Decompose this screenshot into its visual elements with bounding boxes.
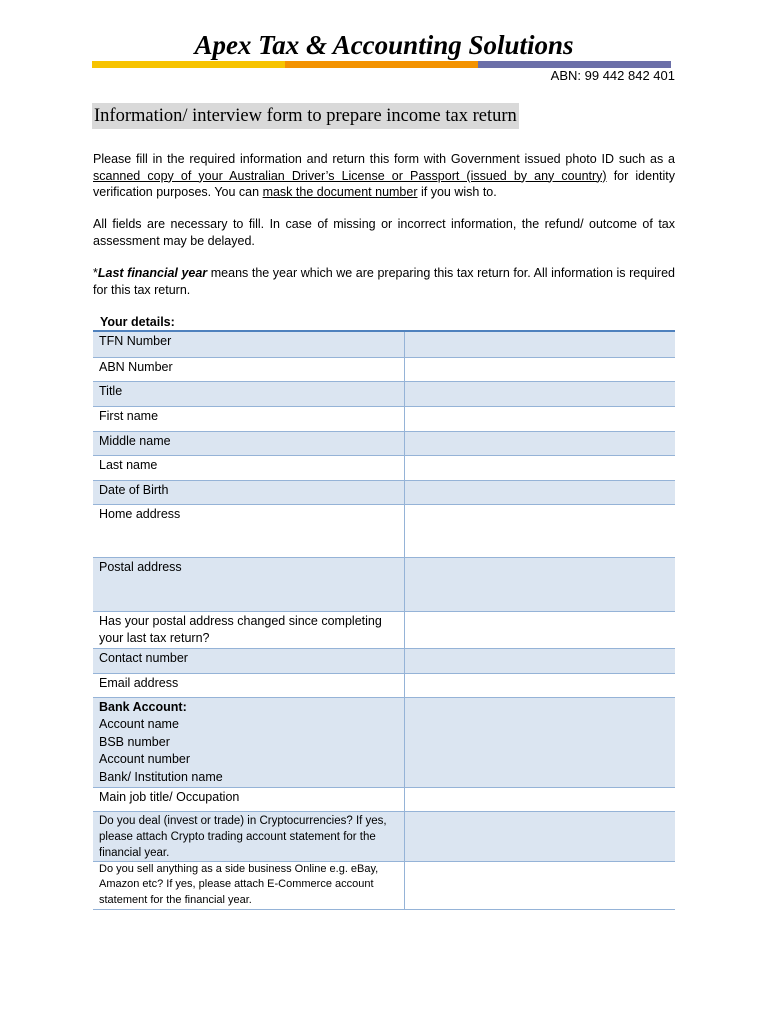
- row-label-postal-address: Postal address: [93, 557, 404, 611]
- postal-address-input[interactable]: [404, 557, 675, 611]
- abn-number: ABN: 99 442 842 401: [550, 68, 675, 83]
- intro-text: means the year which we are preparing this tax return for. All information is required for this tax return.: [93, 266, 675, 297]
- intro-paragraph-fields: All fields are necessary to fill. In case of missing or incorrect information, the refund/ outcome of tax assessment may be delayed.: [93, 217, 675, 248]
- row-label-dob: Date of Birth: [93, 480, 404, 504]
- header-bar-yellow: [92, 61, 285, 68]
- your-details-label: Your details:: [100, 315, 175, 329]
- table-row: [93, 557, 675, 611]
- table-row: [93, 504, 675, 557]
- table-row: [93, 480, 675, 504]
- last-name-input[interactable]: [404, 455, 675, 480]
- email-input[interactable]: [404, 673, 675, 697]
- bank-line-account-name: Account name: [99, 717, 179, 731]
- mask-number-link[interactable]: mask the document number: [262, 185, 418, 199]
- tfn-input[interactable]: [404, 331, 675, 357]
- row-label-crypto: Do you deal (invest or trade) in Cryptocurrencies? If yes, please attach Crypto trading account statement for the financial year.: [93, 811, 404, 861]
- form-title: Information/ interview form to prepare income tax return: [92, 103, 519, 129]
- row-label-title: Title: [93, 381, 404, 406]
- table-row: [93, 406, 675, 431]
- id-document-link[interactable]: scanned copy of your Australian Driver’s License or Passport (issued by any country): [93, 168, 607, 183]
- intro-text: if you wish to.: [417, 185, 497, 199]
- details-table: [93, 330, 675, 910]
- table-row: [93, 648, 675, 673]
- row-label-abn: ABN Number: [93, 357, 404, 381]
- row-label-email: Email address: [93, 673, 404, 697]
- intro-paragraph-id: [93, 151, 675, 201]
- bank-line-account-number: Account number: [99, 752, 191, 766]
- crypto-input[interactable]: [404, 811, 675, 861]
- dob-input[interactable]: [404, 480, 675, 504]
- table-row: [93, 455, 675, 480]
- table-row: [93, 611, 675, 648]
- header-bar-purple: [478, 61, 671, 68]
- asterisk: *: [93, 266, 98, 280]
- title-input[interactable]: [404, 381, 675, 406]
- row-label-last-name: Last name: [93, 455, 404, 480]
- row-label-occupation: Main job title/ Occupation: [93, 787, 404, 811]
- occupation-input[interactable]: [404, 787, 675, 811]
- row-label-first-name: First name: [93, 406, 404, 431]
- table-row: [93, 357, 675, 381]
- table-row: [93, 431, 675, 455]
- abn-input[interactable]: [404, 357, 675, 381]
- intro-paragraph-financial-year: [93, 265, 675, 298]
- table-row: [93, 331, 675, 357]
- first-name-input[interactable]: [404, 406, 675, 431]
- bank-line-bsb: BSB number: [99, 734, 170, 749]
- bank-account-heading: Bank Account:: [99, 699, 187, 714]
- table-row: [93, 787, 675, 811]
- row-label-contact-number: Contact number: [93, 648, 404, 673]
- contact-number-input[interactable]: [404, 648, 675, 673]
- company-name: Apex Tax & Accounting Solutions: [194, 30, 574, 60]
- table-row: [93, 697, 675, 787]
- row-label-middle-name: Middle name: [93, 431, 404, 455]
- row-label-tfn: TFN Number: [93, 331, 404, 357]
- financial-year-term: Last financial year: [97, 266, 208, 280]
- row-label-ecommerce: Do you sell anything as a side business Online e.g. eBay, Amazon etc? If yes, please attach E-Commerce account statement for the financial year.: [93, 861, 404, 909]
- home-address-input[interactable]: [404, 504, 675, 557]
- row-label-bank-account: [93, 697, 404, 787]
- intro-text: for identity verification purposes. You can: [93, 168, 675, 199]
- postal-changed-input[interactable]: [404, 611, 675, 648]
- table-row: [93, 861, 675, 909]
- ecommerce-input[interactable]: [404, 861, 675, 909]
- table-row: [93, 381, 675, 406]
- table-row: [93, 673, 675, 697]
- header-bar-orange: [285, 61, 478, 68]
- row-label-postal-changed: Has your postal address changed since completing your last tax return?: [93, 611, 404, 648]
- row-label-home-address: Home address: [93, 504, 404, 557]
- bank-line-institution: Bank/ Institution name: [99, 769, 223, 784]
- middle-name-input[interactable]: [404, 431, 675, 455]
- table-row: [93, 811, 675, 861]
- intro-text: Please fill in the required information and return this form with Government issued photo ID such as a: [93, 152, 675, 166]
- bank-account-input[interactable]: [404, 697, 675, 787]
